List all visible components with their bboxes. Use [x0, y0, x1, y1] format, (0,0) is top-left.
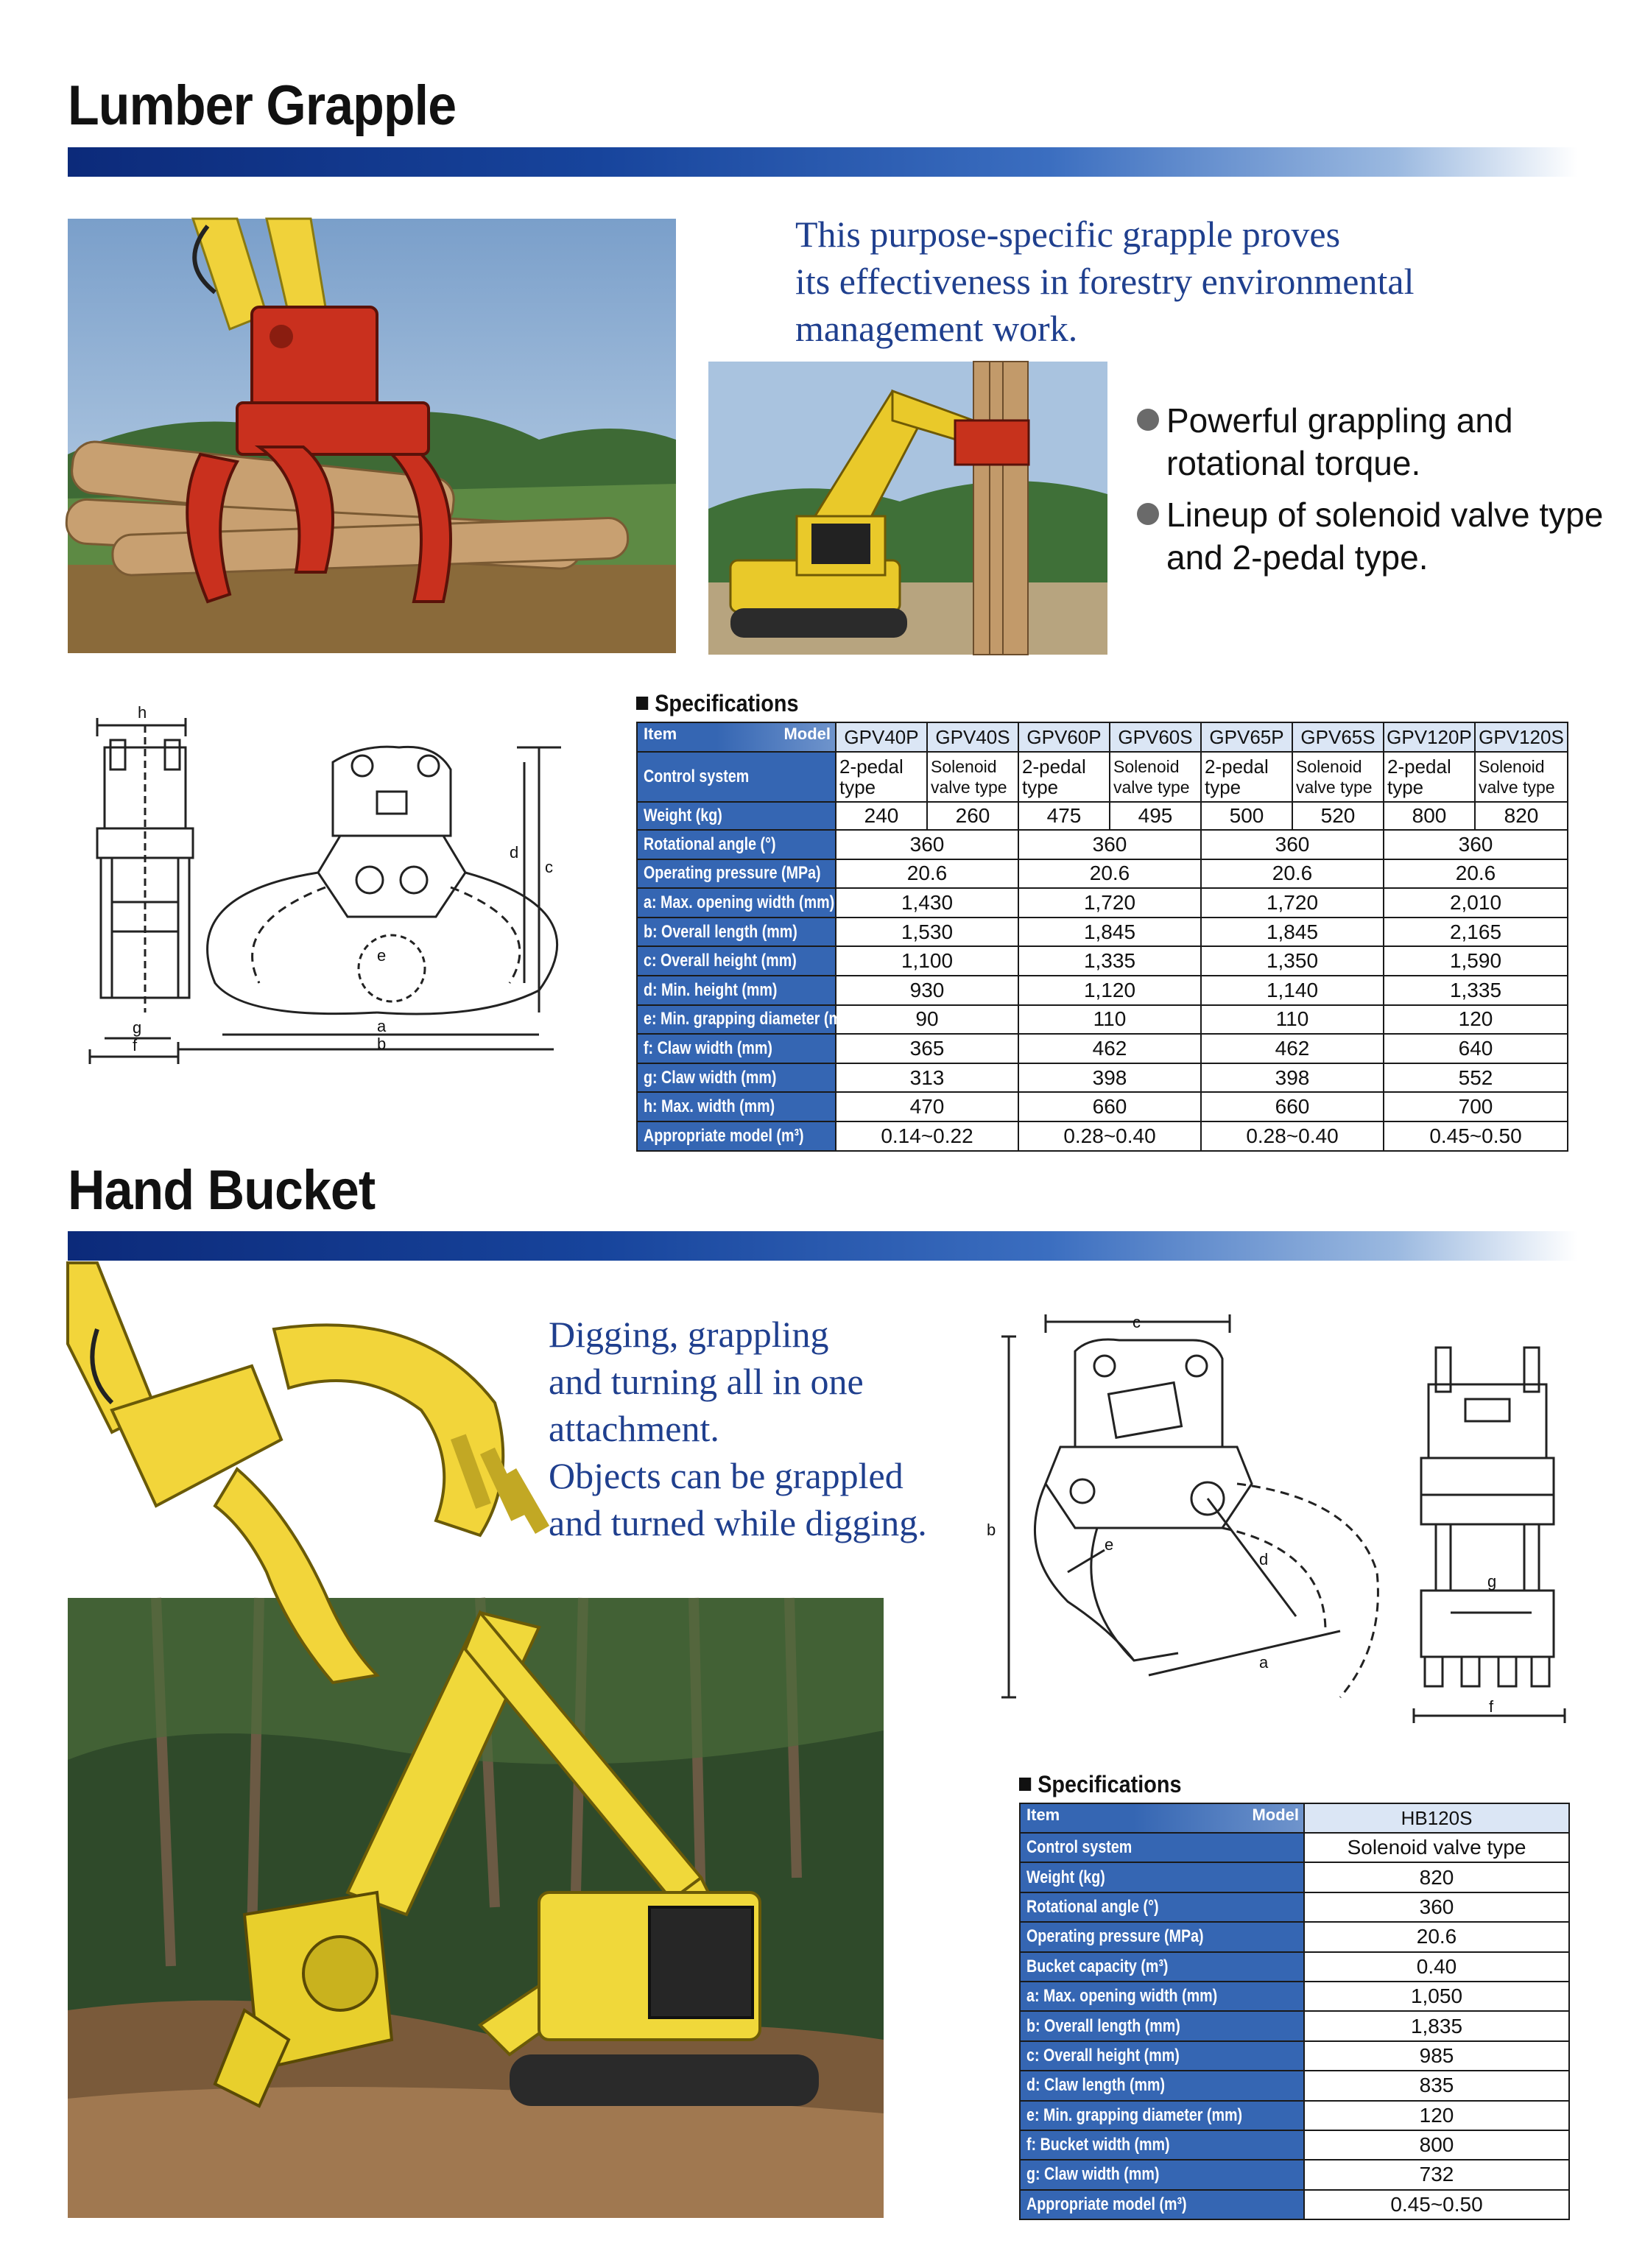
lumber-weight-5: 500 [1201, 802, 1292, 830]
lumber-weight-7: 800 [1384, 802, 1475, 830]
lumber-feature-2: Lineup of solenoid valve type and 2-pedal type. [1137, 493, 1616, 579]
lumber-weight-1: 240 [836, 802, 927, 830]
bucket-spec-row [1020, 2130, 1569, 2160]
bucket-row-label: f: Bucket width (mm) [1020, 2130, 1304, 2160]
bucket-row-value: 1,050 [1304, 1982, 1569, 2011]
bucket-tagline [549, 1311, 1005, 1546]
bucket-spec-row [1020, 1952, 1569, 1982]
lumber-row-value: 1,720 [1018, 888, 1201, 918]
bucket-header-row [1020, 1803, 1569, 1833]
bucket-row-label: b: Overall length (mm) [1020, 2011, 1304, 2040]
lumber-weight-label: Weight (kg) [637, 802, 836, 830]
lumber-weight-2: 260 [927, 802, 1018, 830]
lumber-row-value: 660 [1018, 1092, 1201, 1121]
lumber-row-value: 640 [1384, 1034, 1568, 1063]
lumber-row-value: 360 [1201, 830, 1384, 859]
lumber-row-value: 1,120 [1018, 976, 1201, 1005]
lumber-row-value: 120 [1384, 1005, 1568, 1035]
lumber-excavator-photo [708, 362, 1107, 655]
lumber-dim-h: h [138, 703, 147, 722]
lumber-dim-f: f [133, 1036, 138, 1054]
lumber-row-value: 110 [1201, 1005, 1384, 1035]
lumber-row-label: f: Claw width (mm) [637, 1034, 836, 1063]
lumber-row-value: 1,845 [1018, 918, 1201, 947]
bucket-tagline-line-5: and turned while digging. [549, 1502, 927, 1543]
lumber-row-label: b: Overall length (mm) [637, 918, 836, 947]
bucket-row-label: Rotational angle (°) [1020, 1892, 1304, 1922]
lumber-row-value: 398 [1018, 1063, 1201, 1093]
bucket-dim-e: e [1105, 1535, 1114, 1554]
lumber-weight-row [637, 802, 1568, 830]
hand-bucket-title: Hand Bucket [68, 1159, 376, 1222]
bucket-spec-row [1020, 2190, 1569, 2219]
lumber-spec-row [637, 976, 1568, 1005]
lumber-row-value: 2,165 [1384, 918, 1568, 947]
lumber-row-value: 1,845 [1201, 918, 1384, 947]
lumber-row-value: 660 [1201, 1092, 1384, 1121]
lumber-row-value: 700 [1384, 1092, 1568, 1121]
lumber-row-label: h: Max. width (mm) [637, 1092, 836, 1121]
lumber-spec-title: Specifications [636, 690, 798, 717]
lumber-dim-b: b [377, 1035, 387, 1053]
bucket-spec-row [1020, 2041, 1569, 2071]
lumber-grapple-title: Lumber Grapple [68, 74, 457, 137]
bucket-dim-f: f [1489, 1697, 1494, 1716]
lumber-control-7: 2-pedal type [1384, 752, 1475, 802]
bucket-dim-c: c [1133, 1313, 1141, 1331]
lumber-row-value: 1,530 [836, 918, 1018, 947]
lumber-spec-row [637, 859, 1568, 889]
bucket-row-value: 800 [1304, 2130, 1569, 2160]
lumber-spec-row [637, 918, 1568, 947]
lumber-row-value: 20.6 [1018, 859, 1201, 889]
lumber-row-value: 930 [836, 976, 1018, 1005]
lumber-row-value: 2,010 [1384, 888, 1568, 918]
bucket-spec-row [1020, 1862, 1569, 1892]
lumber-row-value: 462 [1201, 1034, 1384, 1063]
bucket-row-value: Solenoid valve type [1304, 1833, 1569, 1862]
lumber-model-6: GPV65S [1292, 722, 1384, 752]
bucket-tagline-line-4: Objects can be grappled [549, 1455, 903, 1496]
lumber-row-value: 398 [1201, 1063, 1384, 1093]
lumber-dim-a: a [377, 1017, 387, 1035]
lumber-control-5: 2-pedal type [1201, 752, 1292, 802]
bucket-row-label: Bucket capacity (m³) [1020, 1952, 1304, 1982]
lumber-spec-row [637, 946, 1568, 976]
bucket-row-value: 732 [1304, 2160, 1569, 2189]
bucket-spec-row [1020, 2160, 1569, 2189]
lumber-row-value: 20.6 [836, 859, 1018, 889]
bucket-dim-d: d [1259, 1550, 1269, 1568]
bucket-spec-row [1020, 1922, 1569, 1951]
lumber-row-value: 1,335 [1384, 976, 1568, 1005]
bucket-row-label: e: Min. grapping diameter (mm) [1020, 2101, 1304, 2130]
lumber-feature-1: Powerful grappling and rotational torque. [1137, 399, 1616, 485]
bucket-spec-row [1020, 1892, 1569, 1922]
bucket-row-label: c: Overall height (mm) [1020, 2041, 1304, 2071]
bucket-spec-row [1020, 1982, 1569, 2011]
lumber-header-row [637, 722, 1568, 752]
lumber-row-value: 1,350 [1201, 946, 1384, 976]
hand-bucket-attachment-photo [68, 1263, 539, 1697]
lumber-row-value: 470 [836, 1092, 1018, 1121]
lumber-control-2: Solenoid valve type [927, 752, 1018, 802]
bucket-row-label: d: Claw length (mm) [1020, 2071, 1304, 2100]
bucket-row-value: 120 [1304, 2101, 1569, 2130]
bucket-spec-row [1020, 2071, 1569, 2100]
lumber-row-value: 20.6 [1201, 859, 1384, 889]
lumber-row-label: a: Max. opening width (mm) [637, 888, 836, 918]
lumber-tagline [795, 211, 1605, 352]
lumber-control-8: Solenoid valve type [1475, 752, 1568, 802]
lumber-row-value: 1,100 [836, 946, 1018, 976]
lumber-dim-g: g [133, 1018, 142, 1037]
lumber-dim-c: c [545, 858, 553, 876]
bucket-dim-g: g [1487, 1572, 1497, 1591]
bucket-row-label: Appropriate model (m³) [1020, 2190, 1304, 2219]
bucket-item-model-header: Item Model [1020, 1803, 1304, 1833]
lumber-model-2: GPV40S [927, 722, 1018, 752]
bucket-dim-a: a [1259, 1653, 1269, 1672]
lumber-tagline-line-1: This purpose-specific grapple proves [795, 214, 1341, 255]
bucket-row-value: 0.45~0.50 [1304, 2190, 1569, 2219]
lumber-title-band [68, 147, 1577, 177]
lumber-spec-row [637, 1063, 1568, 1093]
lumber-row-value: 360 [1018, 830, 1201, 859]
bucket-row-value: 985 [1304, 2041, 1569, 2071]
lumber-row-value: 1,335 [1018, 946, 1201, 976]
lumber-row-label: g: Claw width (mm) [637, 1063, 836, 1093]
bucket-row-label: a: Max. opening width (mm) [1020, 1982, 1304, 2011]
lumber-weight-3: 475 [1018, 802, 1110, 830]
lumber-row-value: 1,430 [836, 888, 1018, 918]
lumber-model-3: GPV60P [1018, 722, 1110, 752]
bucket-front-diagram [1406, 1333, 1576, 1730]
bucket-row-value: 820 [1304, 1862, 1569, 1892]
lumber-row-value: 0.28~0.40 [1018, 1121, 1201, 1151]
lumber-model-7: GPV120P [1384, 722, 1475, 752]
lumber-weight-8: 820 [1475, 802, 1568, 830]
lumber-feature-list [1137, 399, 1616, 588]
lumber-item-model-header: Item Model [637, 722, 836, 752]
lumber-dimension-diagram [68, 703, 568, 1071]
lumber-row-value: 313 [836, 1063, 1018, 1093]
lumber-tagline-line-2: its effectiveness in forestry environmental [795, 261, 1415, 302]
bucket-row-value: 360 [1304, 1892, 1569, 1922]
lumber-spec-row [637, 1005, 1568, 1035]
bucket-side-diagram [987, 1307, 1399, 1749]
bucket-spec-title: Specifications [1019, 1771, 1181, 1798]
bucket-tagline-line-1: Digging, grappling [549, 1314, 829, 1355]
lumber-weight-6: 520 [1292, 802, 1384, 830]
lumber-control-label: Control system [637, 752, 836, 802]
lumber-row-value: 0.45~0.50 [1384, 1121, 1568, 1151]
lumber-row-value: 110 [1018, 1005, 1201, 1035]
lumber-tagline-line-3: management work. [795, 308, 1078, 349]
lumber-control-6: Solenoid valve type [1292, 752, 1384, 802]
bucket-row-value: 0.40 [1304, 1952, 1569, 1982]
lumber-row-value: 0.28~0.40 [1201, 1121, 1384, 1151]
lumber-row-label: d: Min. height (mm) [637, 976, 836, 1005]
bucket-row-value: 835 [1304, 2071, 1569, 2100]
lumber-row-value: 462 [1018, 1034, 1201, 1063]
lumber-dim-d: d [510, 843, 519, 862]
lumber-control-4: Solenoid valve type [1110, 752, 1201, 802]
lumber-weight-4: 495 [1110, 802, 1201, 830]
lumber-model-4: GPV60S [1110, 722, 1201, 752]
bucket-row-label: Operating pressure (MPa) [1020, 1922, 1304, 1951]
bucket-row-label: Weight (kg) [1020, 1862, 1304, 1892]
bucket-row-label: g: Claw width (mm) [1020, 2160, 1304, 2189]
bucket-spec-row [1020, 2011, 1569, 2040]
lumber-spec-row [637, 1121, 1568, 1151]
bucket-tagline-line-3: attachment. [549, 1408, 719, 1449]
lumber-row-value: 1,140 [1201, 976, 1384, 1005]
bucket-spec-table [1019, 1803, 1570, 2220]
lumber-control-3: 2-pedal type [1018, 752, 1110, 802]
lumber-row-value: 1,590 [1384, 946, 1568, 976]
lumber-model-1: GPV40P [836, 722, 927, 752]
bucket-dim-b: b [987, 1521, 996, 1539]
lumber-row-value: 365 [836, 1034, 1018, 1063]
lumber-row-value: 1,720 [1201, 888, 1384, 918]
lumber-control-row [637, 752, 1568, 802]
lumber-row-value: 552 [1384, 1063, 1568, 1093]
bucket-row-label: Control system [1020, 1833, 1304, 1862]
bucket-spec-row [1020, 2101, 1569, 2130]
lumber-spec-row [637, 1034, 1568, 1063]
lumber-spec-row [637, 1092, 1568, 1121]
lumber-row-value: 90 [836, 1005, 1018, 1035]
lumber-row-value: 360 [1384, 830, 1568, 859]
lumber-model-5: GPV65P [1201, 722, 1292, 752]
lumber-dim-e: e [377, 946, 387, 965]
lumber-row-label: Operating pressure (MPa) [637, 859, 836, 889]
bucket-row-value: 20.6 [1304, 1922, 1569, 1951]
bucket-row-value: 1,835 [1304, 2011, 1569, 2040]
lumber-spec-table [636, 722, 1568, 1152]
bucket-title-band [68, 1231, 1577, 1261]
lumber-row-value: 20.6 [1384, 859, 1568, 889]
lumber-grapple-photo [68, 219, 676, 653]
lumber-row-label: Rotational angle (°) [637, 830, 836, 859]
lumber-row-value: 0.14~0.22 [836, 1121, 1018, 1151]
bucket-model: HB120S [1304, 1803, 1569, 1833]
lumber-spec-row [637, 888, 1568, 918]
lumber-row-value: 360 [836, 830, 1018, 859]
lumber-control-1: 2-pedal type [836, 752, 927, 802]
bucket-spec-row [1020, 1833, 1569, 1862]
bucket-tagline-line-2: and turning all in one [549, 1361, 864, 1402]
lumber-spec-row [637, 830, 1568, 859]
lumber-row-label: Appropriate model (m³) [637, 1121, 836, 1151]
lumber-row-label: e: Min. grapping diameter (mm) [637, 1005, 836, 1035]
lumber-row-label: c: Overall height (mm) [637, 946, 836, 976]
lumber-model-8: GPV120S [1475, 722, 1568, 752]
